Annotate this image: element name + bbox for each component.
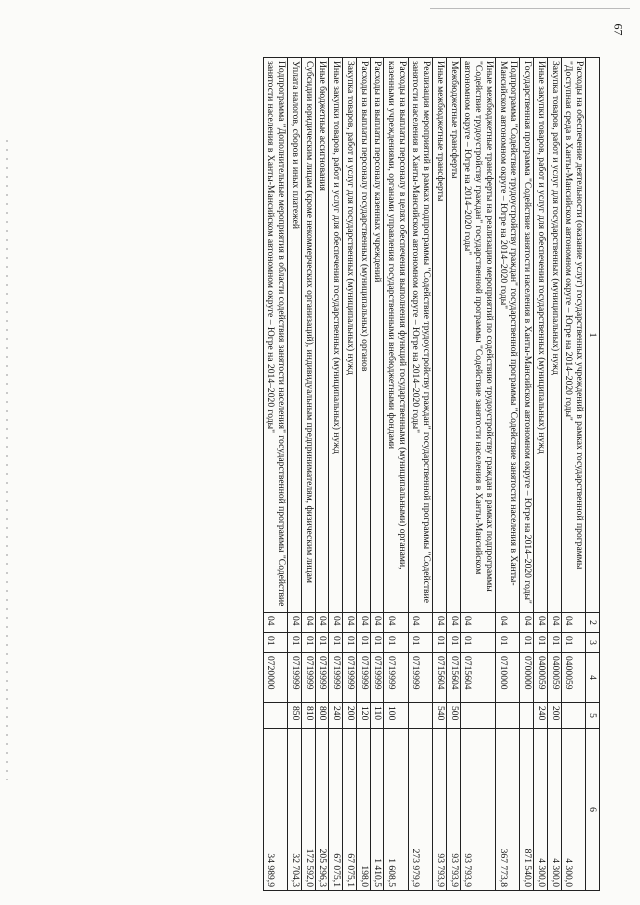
header-col-5: 5: [586, 703, 600, 729]
cell-target-article: 0700000: [520, 653, 534, 703]
table-row: [495, 58, 519, 891]
cell-amount: 273 979,9: [408, 729, 432, 891]
page-number: 67: [611, 23, 626, 36]
cell-expense-type: 800: [315, 703, 329, 729]
cell-expense-type: 110: [370, 703, 384, 729]
table-row: [520, 58, 534, 891]
header-col-1: 1: [586, 58, 600, 613]
cell-section: 04: [495, 613, 519, 633]
cell-section: 04: [433, 613, 447, 633]
cell-subsection: 01: [547, 633, 561, 653]
cell-target-article: 0715604: [446, 653, 460, 703]
rotated-table-container: [88, 57, 600, 890]
cell-section: 04: [329, 613, 343, 633]
cell-subsection: 01: [384, 633, 408, 653]
cell-subsection: 01: [446, 633, 460, 653]
cell-target-article: 0715604: [433, 653, 447, 703]
cell-name: Субсидии юридическим лицам (кроме некоммерческих организаций), индивидуальным предпринимателям, физическим лицам: [301, 58, 315, 613]
cell-expense-type: [520, 703, 534, 729]
cell-section: 04: [460, 613, 495, 633]
header-col-4: 4: [586, 653, 600, 703]
cell-subsection: 01: [288, 633, 302, 653]
cell-expense-type: [408, 703, 432, 729]
cell-amount: 4 300,0: [547, 729, 561, 891]
cell-expense-type: [460, 703, 495, 729]
cell-amount: 1 608,5: [384, 729, 408, 891]
scan-margin-dots: [6, 140, 8, 780]
cell-amount: 1 410,5: [370, 729, 384, 891]
cell-section: 04: [315, 613, 329, 633]
cell-amount: 67 075,1: [343, 729, 357, 891]
cell-amount: 205 296,3: [315, 729, 329, 891]
cell-target-article: 0400059: [547, 653, 561, 703]
table-row: [433, 58, 447, 891]
table-row: [460, 58, 495, 891]
cell-target-article: 0720000: [263, 653, 287, 703]
header-col-3: 3: [586, 633, 600, 653]
cell-subsection: 01: [534, 633, 548, 653]
cell-expense-type: 810: [301, 703, 315, 729]
cell-target-article: 0719999: [343, 653, 357, 703]
table-row: [561, 58, 585, 891]
cell-target-article: 0719999: [315, 653, 329, 703]
cell-subsection: 01: [370, 633, 384, 653]
cell-section: 04: [408, 613, 432, 633]
cell-name: Расходы на выплаты персоналу государственных (муниципальных) органов: [356, 58, 370, 613]
cell-section: 04: [446, 613, 460, 633]
cell-subsection: 01: [301, 633, 315, 653]
cell-amount: 871 540,0: [520, 729, 534, 891]
cell-name: Иные бюджетные ассигнования: [315, 58, 329, 613]
cell-expense-type: 200: [343, 703, 357, 729]
cell-name: Закупка товаров, работ и услуг для государственных (муниципальных) нужд: [547, 58, 561, 613]
cell-subsection: 01: [343, 633, 357, 653]
table-row: [408, 58, 432, 891]
table-row: [315, 58, 329, 891]
cell-expense-type: 540: [433, 703, 447, 729]
cell-name: Уплата налогов, сборов и иных платежей: [288, 58, 302, 613]
cell-expense-type: 240: [329, 703, 343, 729]
cell-target-article: 0710000: [495, 653, 519, 703]
cell-subsection: 01: [408, 633, 432, 653]
cell-target-article: 0719999: [370, 653, 384, 703]
cell-name: Расходы на выплаты персоналу в целях обеспечения выполнения функций государственными (муниципальными) органами, казенными учреждениями, органами управления государственными внебюджетными фондами: [384, 58, 408, 613]
cell-section: 04: [356, 613, 370, 633]
cell-amount: 67 075,1: [329, 729, 343, 891]
cell-expense-type: 100: [384, 703, 408, 729]
cell-target-article: 0719999: [384, 653, 408, 703]
cell-section: 04: [263, 613, 287, 633]
cell-expense-type: 240: [534, 703, 548, 729]
cell-name: Расходы на обеспечение деятельности (оказание услуг) государственных учреждений в рамках государственной программы "Доступная среда в Ханты-Мансийском автономном округе – Югре на 2014–2020 годы": [561, 58, 585, 613]
cell-name: Иные закупки товаров, работ и услуг для обеспечения государственных (муниципальных) нужд: [534, 58, 548, 613]
cell-subsection: 01: [520, 633, 534, 653]
table-row: [329, 58, 343, 891]
cell-amount: 198,0: [356, 729, 370, 891]
cell-name: Подпрограмма "Дополнительные мероприятия в области содействия занятости населения" государственной программы "Содействие занятости населения в Ханты-Мансийском автономном округе – Югре на 2014–2020 годы": [263, 58, 287, 613]
cell-name: Межбюджетные трансферты: [446, 58, 460, 613]
cell-target-article: 0715604: [460, 653, 495, 703]
cell-subsection: 01: [433, 633, 447, 653]
table-row: [343, 58, 357, 891]
cell-expense-type: [263, 703, 287, 729]
cell-target-article: 0719999: [408, 653, 432, 703]
cell-target-article: 0719999: [356, 653, 370, 703]
cell-expense-type: 500: [446, 703, 460, 729]
cell-amount: 4 300,0: [561, 729, 585, 891]
table-row: [301, 58, 315, 891]
table-row: [547, 58, 561, 891]
table-row: [446, 58, 460, 891]
header-col-6: 6: [586, 729, 600, 891]
cell-section: 04: [288, 613, 302, 633]
header-col-2: 2: [586, 613, 600, 633]
cell-target-article: 0400059: [561, 653, 585, 703]
cell-section: 04: [534, 613, 548, 633]
cell-section: 04: [547, 613, 561, 633]
cell-target-article: 0719999: [329, 653, 343, 703]
cell-subsection: 01: [495, 633, 519, 653]
cell-amount: 93 793,9: [446, 729, 460, 891]
table-header-row: [586, 58, 600, 891]
cell-name: Иные межбюджетные трансферты на реализацию мероприятий по содействию трудоустройству граждан в рамках подпрограммы "Содействие трудоустройству граждан" государственной программы "Содействие занятости населения в Ханты-Мансийском автономном округе – Югре на 2014–2020 годы": [460, 58, 495, 613]
cell-amount: 367 773,8: [495, 729, 519, 891]
table-row: [356, 58, 370, 891]
cell-section: 04: [370, 613, 384, 633]
cell-section: 04: [520, 613, 534, 633]
table-row: [384, 58, 408, 891]
cell-amount: 32 704,3: [288, 729, 302, 891]
cell-subsection: 01: [561, 633, 585, 653]
cell-name: Закупка товаров, работ и услуг для государственных (муниципальных) нужд: [343, 58, 357, 613]
cell-target-article: 0400059: [534, 653, 548, 703]
cell-section: 04: [384, 613, 408, 633]
cell-amount: 4 300,0: [534, 729, 548, 891]
cell-subsection: 01: [263, 633, 287, 653]
table-body: [263, 58, 585, 891]
cell-name: Иные межбюджетные трансферты: [433, 58, 447, 613]
cell-name: Реализация мероприятий в рамках подпрограммы "Содействие трудоустройству граждан" государственной программы "Содействие занятости населения в Ханты-Мансийском автономном округе – Югре на 2014–2020 годы": [408, 58, 432, 613]
budget-table: [263, 57, 600, 891]
table-row: [263, 58, 287, 891]
table-row: [370, 58, 384, 891]
cell-section: 04: [343, 613, 357, 633]
cell-target-article: 0719999: [288, 653, 302, 703]
cell-name: Иные закупки товаров, работ и услуг для обеспечения государственных (муниципальных) нужд: [329, 58, 343, 613]
cell-name: Государственная программа "Содействие занятости населения в Ханты-Мансийском автономном округе – Югре на 2014–2020 годы": [520, 58, 534, 613]
cell-expense-type: 200: [547, 703, 561, 729]
cell-amount: 93 793,9: [460, 729, 495, 891]
cell-name: Подпрограмма "Содействие трудоустройству граждан" государственной программы "Содействие занятости населения в Ханты-Мансийском автономном округе – Югре на 2014–2020 годы": [495, 58, 519, 613]
cell-expense-type: 850: [288, 703, 302, 729]
cell-subsection: 01: [356, 633, 370, 653]
cell-subsection: 01: [460, 633, 495, 653]
cell-subsection: 01: [315, 633, 329, 653]
cell-name: Расходы на выплаты персоналу казенных учреждений: [370, 58, 384, 613]
cell-expense-type: [495, 703, 519, 729]
cell-expense-type: 120: [356, 703, 370, 729]
cell-subsection: 01: [329, 633, 343, 653]
table-row: [534, 58, 548, 891]
rotated-table-area: [88, 57, 600, 890]
cell-expense-type: [561, 703, 585, 729]
cell-amount: 93 793,9: [433, 729, 447, 891]
cell-amount: 172 592,0: [301, 729, 315, 891]
cell-section: 04: [561, 613, 585, 633]
cell-amount: 34 989,9: [263, 729, 287, 891]
cell-target-article: 0719999: [301, 653, 315, 703]
scan-edge-line: [430, 8, 630, 9]
table-row: [288, 58, 302, 891]
cell-section: 04: [301, 613, 315, 633]
